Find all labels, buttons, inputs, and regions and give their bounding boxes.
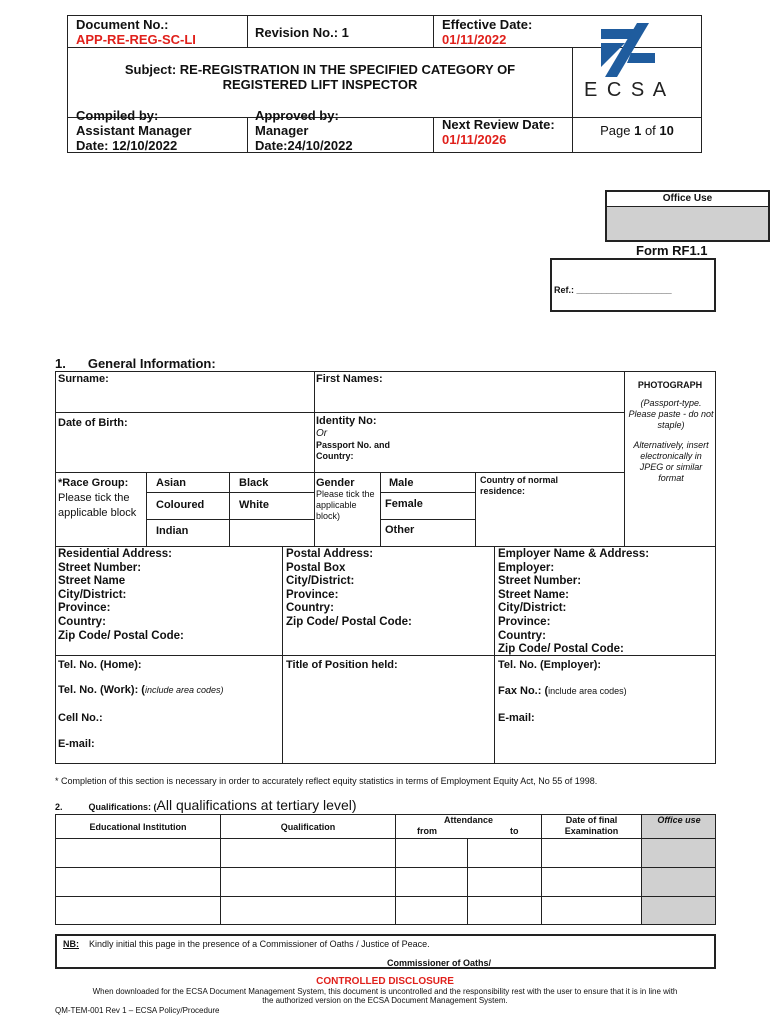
template-id: QM-TEM-001 Rev 1 – ECSA Policy/Procedure	[55, 1006, 220, 1015]
col-qualification: Qualification	[280, 822, 336, 832]
qualifications-table	[55, 814, 716, 925]
doc-no-value: APP-RE-REG-SC-LI	[76, 32, 196, 47]
postal-address-label: Postal Address: Postal Box City/District: Province: Country: Zip Code/ Postal Code:	[286, 548, 412, 628]
cell-no-label: Cell No.:	[58, 712, 103, 724]
race-black-label: Black	[239, 477, 269, 489]
gender-male-label: Male	[389, 477, 414, 489]
tel-work-label: Tel. No. (Work): (include area codes)	[58, 684, 224, 696]
next-review-date: 01/11/2026	[442, 132, 507, 147]
passport-label: Passport No. and Country:	[316, 440, 391, 461]
compiled-label: Compiled by:	[76, 108, 159, 123]
photo-note-1: (Passport-type. Please paste - do not staple)	[628, 398, 714, 430]
col-institution: Educational Institution	[89, 822, 187, 832]
qual-row-3-from[interactable]	[395, 896, 468, 925]
qual-row-2-office	[641, 867, 716, 897]
col-to: to	[510, 826, 519, 836]
section-2-heading: 2. Qualifications: (All qualifications at tertiary level)	[55, 797, 357, 813]
nb-box	[55, 934, 716, 969]
general-info-form	[55, 371, 716, 764]
qual-row-3-to[interactable]	[467, 896, 542, 925]
nb-text: NB: Kindly initial this page in the presence of a Commissioner of Oaths / Justice of Peace.	[63, 939, 430, 949]
id-label: Identity No:	[316, 415, 377, 427]
qual-row-1-exam[interactable]	[541, 838, 642, 868]
equity-note: * Completion of this section is necessary in order to accurately reflect equity statistics in terms of Employment Equity Act, No 55 of 1998.	[55, 776, 598, 786]
section-1-heading: 1. General Information:	[55, 356, 216, 371]
country-residence-label: Country of normal residence:	[480, 475, 558, 496]
email-label-personal: E-mail:	[58, 738, 95, 750]
race-coloured-label: Coloured	[156, 499, 205, 511]
residential-address-label: Residential Address: Street Number: Street Name City/District: Province: Country: Zip Code/ Postal Code:	[58, 548, 184, 642]
ref-label: Ref.: ___________________	[554, 285, 672, 295]
page-number: Page 1 of 10	[600, 123, 674, 138]
gender-female-label: Female	[385, 498, 423, 510]
approved-label: Approved by:	[255, 108, 339, 123]
photo-title: PHOTOGRAPH	[637, 380, 703, 390]
col-final-exam: Date of final Examination	[564, 815, 619, 836]
doc-no-label: Document No.:	[76, 17, 169, 32]
gender-note: Please tick the applicable block)	[316, 489, 375, 521]
qual-row-2-exam[interactable]	[541, 867, 642, 897]
photo-note-2: Alternatively, insert electronically in JPEG or similar format	[633, 440, 709, 483]
office-use-label: Office Use	[607, 192, 768, 207]
qual-row-3-qualification[interactable]	[220, 896, 396, 925]
email-label-employer: E-mail:	[498, 712, 535, 724]
qual-row-3-office	[641, 896, 716, 925]
compiled-date: Date: 12/10/2022	[76, 138, 178, 153]
race-indian-label: Indian	[156, 525, 189, 537]
surname-label: Surname:	[58, 373, 109, 385]
controlled-disclosure: CONTROLLED DISCLOSURE	[316, 976, 454, 987]
race-label: *Race Group:	[58, 477, 129, 489]
first-names-label: First Names:	[316, 373, 383, 385]
employer-address-label: Employer Name & Address: Employer: Street Number: Street Name: City/District: Province: Country: Zip Code/ Postal Code:	[498, 548, 650, 656]
qual-row-2-from[interactable]	[395, 867, 468, 897]
col-from: from	[417, 826, 437, 836]
gender-label: Gender	[316, 477, 355, 489]
fax-label: Fax No.: (include area codes)	[498, 685, 627, 697]
qual-row-2-to[interactable]	[467, 867, 542, 897]
ecsa-logo-mark	[597, 23, 657, 77]
col-office-use: Office use	[657, 815, 701, 825]
qual-row-3-institution[interactable]	[55, 896, 221, 925]
qual-row-1-from[interactable]	[395, 838, 468, 868]
subject-line-1: Subject: RE-REGISTRATION IN THE SPECIFIED CATEGORY OF	[124, 62, 516, 77]
qual-row-1-institution[interactable]	[55, 838, 221, 868]
approved-by: Manager	[255, 123, 309, 138]
ref-box[interactable]	[550, 258, 716, 312]
race-asian-label: Asian	[156, 477, 186, 489]
form-id: Form RF1.1	[636, 243, 708, 258]
qual-row-2-qualification[interactable]	[220, 867, 396, 897]
commissioner-label: Commissioner of Oaths/	[387, 958, 492, 968]
title-position-label: Title of Position held:	[286, 659, 398, 671]
tel-home-label: Tel. No. (Home):	[58, 659, 142, 671]
effective-date: 01/11/2022	[442, 32, 507, 47]
qual-row-1-qualification[interactable]	[220, 838, 396, 868]
effective-label: Effective Date:	[442, 17, 533, 32]
race-white-label: White	[239, 499, 269, 511]
col-attendance: Attendance	[443, 815, 493, 825]
gender-other-label: Other	[385, 524, 415, 536]
compiled-by: Assistant Manager	[76, 123, 192, 138]
id-or-label: Or	[316, 428, 328, 439]
qual-row-1-to[interactable]	[467, 838, 542, 868]
dob-label: Date of Birth:	[58, 417, 128, 429]
ecsa-logo-text: E C S A	[584, 79, 669, 101]
next-review-label: Next Review Date:	[442, 117, 555, 132]
race-note: Please tick the applicable block	[58, 492, 137, 519]
tel-employer-label: Tel. No. (Employer):	[498, 659, 602, 671]
qual-row-1-office	[641, 838, 716, 868]
footer-disclaimer: When downloaded for the ECSA Document Management System, this document is uncontrolled and the responsibility rest with the user to ensure that it is in line with the authorized version on the ECSA Document Management System.	[92, 987, 678, 1005]
office-use-field[interactable]	[607, 207, 768, 240]
subject-line-2: REGISTERED LIFT INSPECTOR	[222, 77, 418, 92]
document-header	[67, 15, 702, 153]
office-use-box	[605, 190, 770, 242]
revision-label: Revision No.: 1	[255, 25, 349, 40]
qual-row-3-exam[interactable]	[541, 896, 642, 925]
qual-row-2-institution[interactable]	[55, 867, 221, 897]
approved-date: Date:24/10/2022	[255, 138, 353, 153]
race-blank[interactable]	[229, 519, 315, 547]
